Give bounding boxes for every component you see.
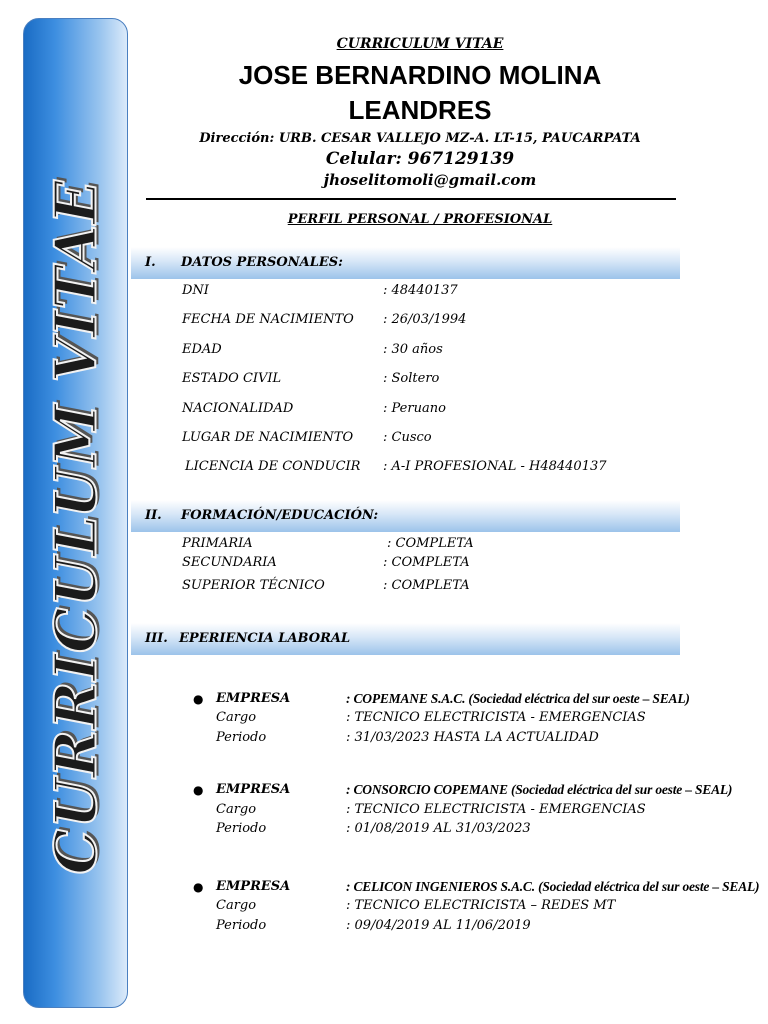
section-number: III.: [145, 631, 168, 646]
personal-label-birthplace: LUGAR DE NACIMIENTO: [182, 430, 354, 445]
sidebar-vertical-title: CURRICULUM VITAE: [42, 179, 109, 875]
address-line: Dirección: URB. CESAR VALLEJO MZ-A. LT-15, PAUCARPATA: [199, 131, 641, 146]
personal-value-birthplace: : Cusco: [383, 430, 432, 445]
job-period-value: : 09/04/2019 AL 11/06/2019: [346, 918, 531, 933]
section-personal-header: [131, 247, 680, 279]
personal-value-age: : 30 años: [383, 342, 443, 357]
bullet-dot-icon: ●: [193, 783, 204, 797]
sidebar-banner: [23, 18, 128, 1008]
section-title: EPERIENCIA LABORAL: [179, 631, 351, 646]
education-label-primary: PRIMARIA: [182, 536, 253, 551]
job-company-value: : CELICON INGENIEROS S.A.C. (Sociedad eléctrica del sur oeste – SEAL): [346, 879, 760, 894]
job-company-value: : COPEMANE S.A.C. (Sociedad eléctrica del sur oeste – SEAL): [346, 691, 690, 706]
job-period-label: Periodo: [216, 918, 267, 933]
candidate-name: [140, 58, 700, 128]
section-title: FORMACIÓN/EDUCACIÓN:: [181, 508, 379, 523]
job-company-label: EMPRESA: [216, 691, 291, 706]
document-title: CURRICULUM VITAE: [336, 36, 504, 52]
job-role-value: : TECNICO ELECTRICISTA - EMERGENCIAS: [346, 802, 646, 817]
email-line: jhoselitomoli@gmail.com: [323, 171, 537, 189]
job-company-value: : CONSORCIO COPEMANE (Sociedad eléctrica del sur oeste – SEAL): [346, 782, 733, 797]
candidate-name-line1: JOSE BERNARDINO MOLINA: [238, 60, 602, 90]
job-period-value: : 01/08/2019 AL 31/03/2023: [346, 821, 531, 836]
section-experience-header: [131, 623, 680, 655]
bullet-dot-icon: ●: [193, 692, 204, 706]
job-role-label: Cargo: [216, 898, 257, 913]
profile-heading: PERFIL PERSONAL / PROFESIONAL: [287, 212, 553, 227]
personal-label-license: LICENCIA DE CONDUCIR: [185, 459, 361, 474]
job-company-label: EMPRESA: [216, 879, 291, 894]
job-period-label: Periodo: [216, 821, 267, 836]
personal-value-dni: : 48440137: [383, 283, 458, 298]
job-role-value: : TECNICO ELECTRICISTA - EMERGENCIAS: [346, 710, 646, 725]
candidate-name-line2: LEANDRES: [348, 95, 492, 125]
personal-label-age: EDAD: [182, 342, 222, 357]
personal-value-birthdate: : 26/03/1994: [383, 312, 467, 327]
personal-value-civil-status: : Soltero: [383, 371, 440, 386]
section-number: I.: [145, 255, 156, 270]
header-divider: [146, 198, 676, 200]
job-company-label: EMPRESA: [216, 782, 291, 797]
education-label-secondary: SECUNDARIA: [182, 555, 277, 570]
section-number: II.: [145, 508, 162, 523]
personal-label-dni: DNI: [182, 283, 209, 298]
job-period-value: : 31/03/2023 HASTA LA ACTUALIDAD: [346, 730, 599, 745]
section-title: DATOS PERSONALES:: [181, 255, 343, 270]
personal-value-nationality: : Peruano: [383, 401, 446, 416]
section-education-header: [131, 500, 680, 532]
phone-line: Celular: 967129139: [325, 149, 515, 169]
education-label-technical: SUPERIOR TÉCNICO: [182, 578, 325, 593]
personal-label-civil-status: ESTADO CIVIL: [182, 371, 282, 386]
job-role-label: Cargo: [216, 710, 257, 725]
job-role-value: : TECNICO ELECTRICISTA – REDES MT: [346, 898, 616, 913]
personal-label-birthdate: FECHA DE NACIMIENTO: [182, 312, 354, 327]
job-role-label: Cargo: [216, 802, 257, 817]
education-value-primary: : COMPLETA: [387, 536, 474, 551]
personal-label-nationality: NACIONALIDAD: [182, 401, 294, 416]
bullet-dot-icon: ●: [193, 880, 204, 894]
personal-value-license: : A-I PROFESIONAL - H48440137: [383, 459, 607, 474]
education-value-technical: : COMPLETA: [383, 578, 470, 593]
education-value-secondary: : COMPLETA: [383, 555, 470, 570]
job-period-label: Periodo: [216, 730, 267, 745]
